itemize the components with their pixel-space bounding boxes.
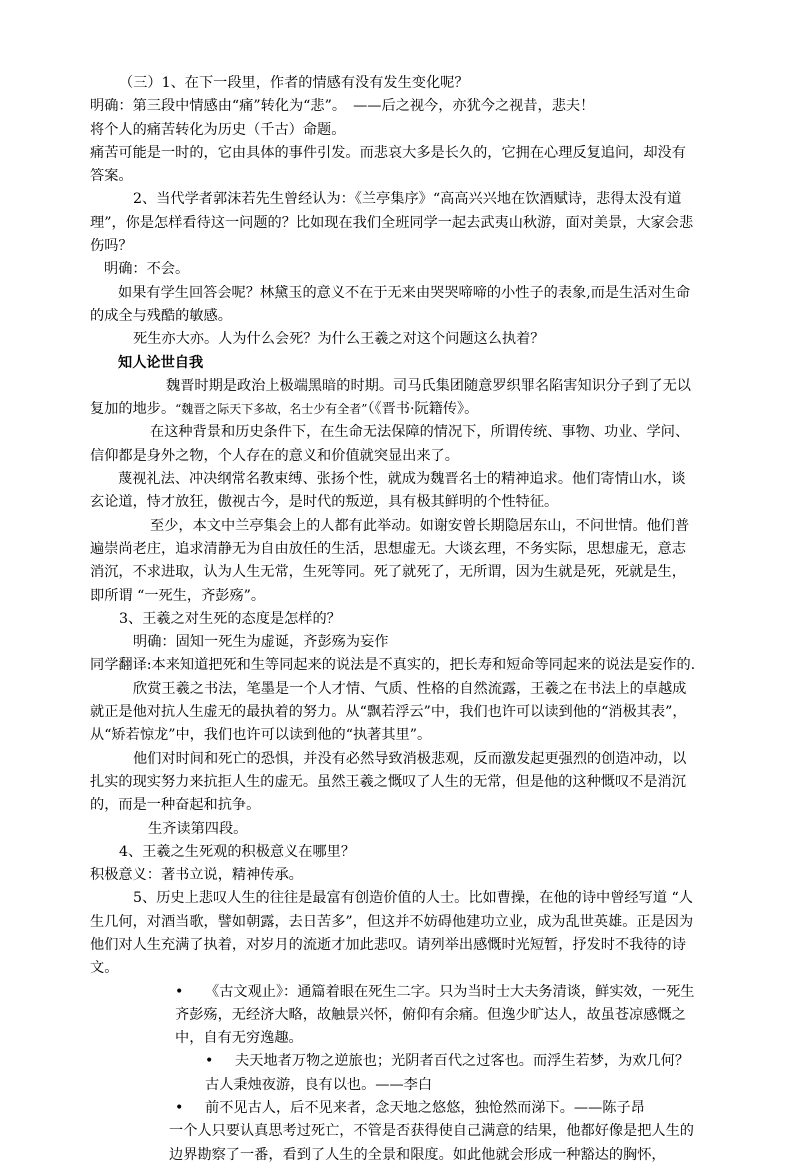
section-heading: 知人论世自我: [118, 354, 204, 371]
paragraph-text: 他们对时间和死亡的恐惧，并没有必然导致消极悲观，反而激发起更强烈的创造冲动，以扎实的现实努力来抗拒人生的虚无。虽然王羲之慨叹了人生的无常，但是他的这种慨叹不是消沉的，而是一种奋起和抗争。: [90, 750, 687, 814]
list-item: [145, 1097, 696, 1120]
paragraph-text-main: 魏晋时期是政治上极端黑暗的时期。司马氏集团随意罗织罪名陷害知识分子到了无以复加的地步。: [90, 377, 691, 418]
paragraph-text: 蔑视礼法、冲决纲常名教束缚、张扬个性，就成为魏晋名士的精神追求。他们寄情山水，谈玄论道，恃才放狂，傲视古今，是时代的叛逆，具有极其鲜明的个性特征。: [90, 471, 686, 511]
citation-text: （《晋书·阮籍传》。: [367, 401, 479, 418]
bullet-icon: •: [175, 1100, 184, 1117]
question-2: 2、当代学者郭沫若先生曾经认为：《兰亭集序》“高高兴兴地在饮酒赋诗，悲得太没有道理”，你是怎样看待这一问题的？比如现在我们全班同学一起去武夷山秋游，面对美景，大家会悲伤吗？: [90, 191, 694, 255]
paragraph-text: 生齐读第四段。: [148, 820, 248, 837]
answer-3-1: 明确：第三段中情感由“痛”转化为“悲”。 ——后之视今，亦犹今之视昔，悲夫！: [90, 98, 595, 115]
paragraph-text: 欣赏王羲之书法，笔墨是一个人才情、气质、性格的自然流露，王羲之在书法上的卓越成就正是他对抗人生虚无的最执着的努力。从“飘若浮云”中，我们也许可以读到他的“消极其表”，从“矫若惊龙”中，我们也许可以读到他的“执著其里”。: [90, 680, 687, 744]
list-item-text: 前不见古人，后不见来者，念天地之悠悠，独怆然而涕下。——陈子昂: [205, 1100, 645, 1117]
list-item-text: 夫天地者万物之逆旅也；光阴者百代之过客也。而浮生若梦，为欢几何？古人秉烛夜游，良有以也。——李白: [205, 1053, 690, 1093]
paragraph-text: 同学翻译:本来知道把死和生等同起来的说法是不真实的，把长寿和短命等同起来的说法是妄作的.: [90, 657, 696, 674]
paragraph-text: 痛苦可能是一时的，它由具体的事件引发。而悲哀大多是长久的，它拥在心理反复追问，却没有答案。: [90, 144, 686, 185]
question-3-1: （三）1、在下一段里，作者的情感有没有发生变化呢？: [119, 75, 469, 91]
document-body: [90, 72, 696, 1167]
paragraph-text: 将个人的痛苦转化为历史（千古）命题。: [90, 121, 346, 138]
answer-2: 明确：不会。: [104, 261, 190, 278]
bullet-icon: •: [175, 983, 184, 1000]
paragraph-text: 一个人只要认真思考过死亡，不管是否获得使自己满意的结果，他都好像是把人生的边界勘察了一番，看到了人生的全景和限度。如此他就会形成一种豁达的胸怀，: [169, 1123, 694, 1163]
list-item: [175, 1050, 696, 1097]
bullet-icon: •: [205, 1053, 214, 1070]
question-5: 5、历史上悲叹人生的往往是最富有创造价值的人士。比如曹操，在他的诗中曾经写道 “人生几何，对酒当歌，譬如朝露，去日苦多”，但这并不妨碍他建功立业，成为乱世英雄。正是因为他们对人生充满了执着，对岁月的流逝才加此悲叹。请列举出感慨时光短暂，抒发时不我待的诗文。: [90, 890, 694, 977]
question-3: 3、王羲之对生死的态度是怎样的？: [119, 610, 341, 627]
quote-text: “魏晋之际天下多故，名士少有全者”: [175, 402, 368, 417]
answer-4: 积极意义：著书立说，精神传承。: [90, 867, 303, 884]
bullet-list: [90, 981, 696, 1167]
paragraph-text: [90, 375, 696, 422]
paragraph-text: 在这种背景和历史条件下，在生命无法保障的情况下，所谓传统、事物、功业、学问、信仰都是身外之物，个人存在的意义和价值就突显出来了。: [90, 424, 690, 464]
list-item: [175, 981, 696, 1051]
question-4: 4、王羲之生死观的积极意义在哪里？: [119, 843, 356, 860]
list-item-text: 《古文观止》：通篇着眼在死生二字。只为当时士大夫务清谈，鲜实效，一死生齐彭殇，无经济大略，故触景兴怀，俯仰有余痛。但逸少旷达人，故虽苍凉感慨之中，自有无穷逸趣。: [175, 983, 695, 1047]
answer-3: 明确：固知一死生为虚诞，齐彭殇为妄作: [133, 634, 389, 651]
paragraph-text: 死生亦大亦。人为什么会死？为什么王羲之对这个问题这么执着？: [133, 331, 545, 348]
paragraph-text: 如果有学生回答会呢？林黛玉的意义不在于无来由哭哭啼啼的小性子的表象,而是生活对生命的成全与残酷的敏感。: [90, 284, 691, 324]
paragraph-text: 至少，本文中兰亭集会上的人都有此举动。如谢安曾长期隐居东山，不问世情。他们普遍崇尚老庄，追求清静无为自由放任的生活，思想虚无。大谈玄理，不务实际，思想虚无，意志消沉，不求进取，认为人生无常，生死等同。死了就死了，无所谓，因为生就是死，死就是生，即所谓 “一死生，齐彭殇”。: [90, 517, 690, 604]
